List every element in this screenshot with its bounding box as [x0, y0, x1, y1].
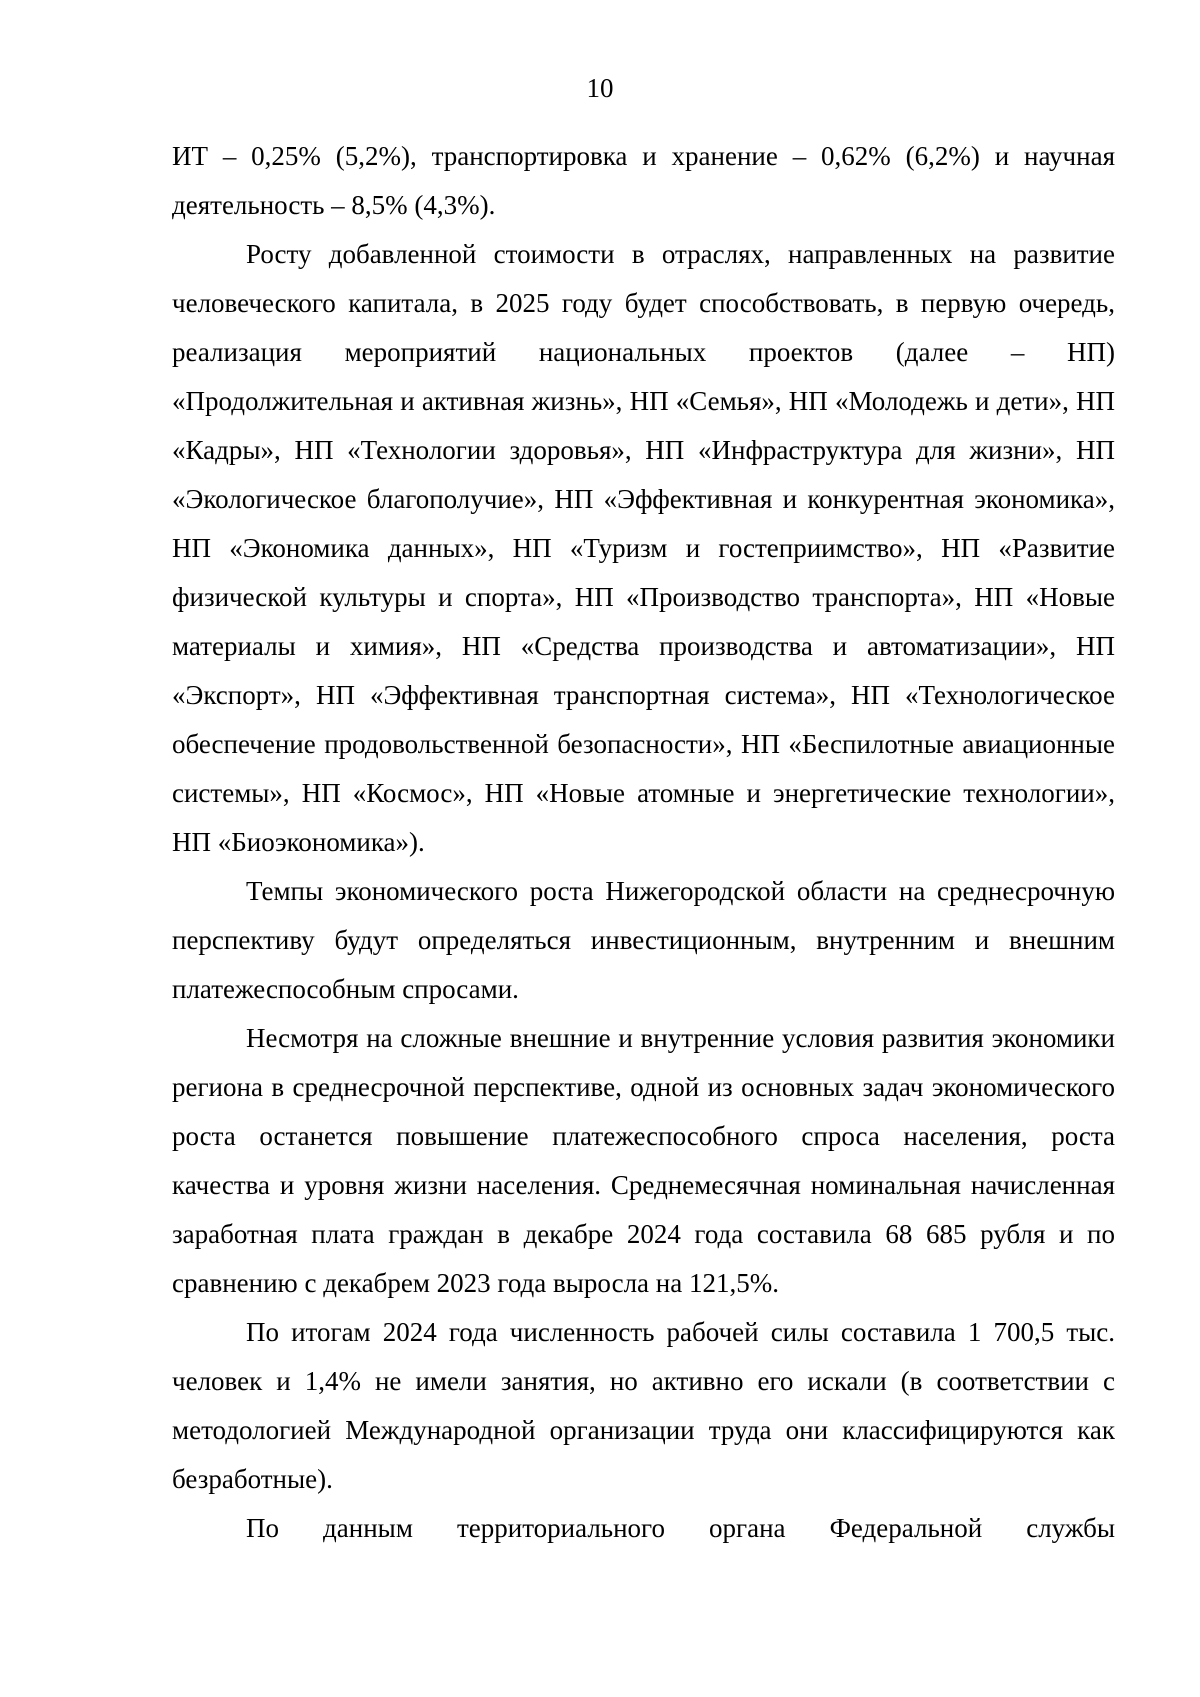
paragraph-growth-rates: Темпы экономического роста Нижегородской области на среднесрочную перспективу будут определяться инвестиционным, внутренним и внешним платежеспособным спросами.: [172, 876, 1115, 1004]
paragraph-labor-force: По итогам 2024 года численность рабочей силы составила 1 700,5 тыс. человек и 1,4% не имели занятия, но активно его искали (в соответствии с методологией Международной организации труда они классифицируются как безработные).: [172, 1317, 1115, 1494]
paragraph-national-projects: Росту добавленной стоимости в отраслях, направленных на развитие человеческого капитала, в 2025 году будет способствовать, в первую очередь, реализация мероприятий национальных проектов (далее – НП) «Продолжительная и активная жизнь», НП «Семья», НП «Молодежь и дети», НП «Кадры», НП «Технологии здоровья», НП «Инфраструктура для жизни», НП «Экологическое благополучие», НП «Эффективная и конкурентная экономика», НП «Экономика данных», НП «Туризм и гостеприимство», НП «Развитие физической культуры и спорта», НП «Производство транспорта», НП «Новые материалы и химия», НП «Средства производства и автоматизации», НП «Экспорт», НП «Эффективная транспортная система», НП «Технологическое обеспечение продовольственной безопасности», НП «Беспилотные авиационные системы», НП «Космос», НП «Новые атомные и энергетические технологии», НП «Биоэкономика»).: [172, 239, 1115, 857]
document-body: [172, 132, 1115, 1553]
paragraph-federal-service: По данным территориального органа Федеральной службы: [246, 1513, 1115, 1543]
page-number: 10: [586, 73, 614, 103]
paragraph-wages: Несмотря на сложные внешние и внутренние условия развития экономики региона в среднесрочной перспективе, одной из основных задач экономического роста останется повышение платежеспособного спроса населения, роста качества и уровня жизни населения. Среднемесячная номинальная начисленная заработная плата граждан в декабре 2024 года составила 68 685 рубля и по сравнению с декабрем 2023 года выросла на 121,5%.: [172, 1023, 1115, 1298]
paragraph-continuation: ИТ – 0,25% (5,2%), транспортировка и хранение – 0,62% (6,2%) и научная деятельность – 8,5% (4,3%).: [172, 141, 1115, 220]
